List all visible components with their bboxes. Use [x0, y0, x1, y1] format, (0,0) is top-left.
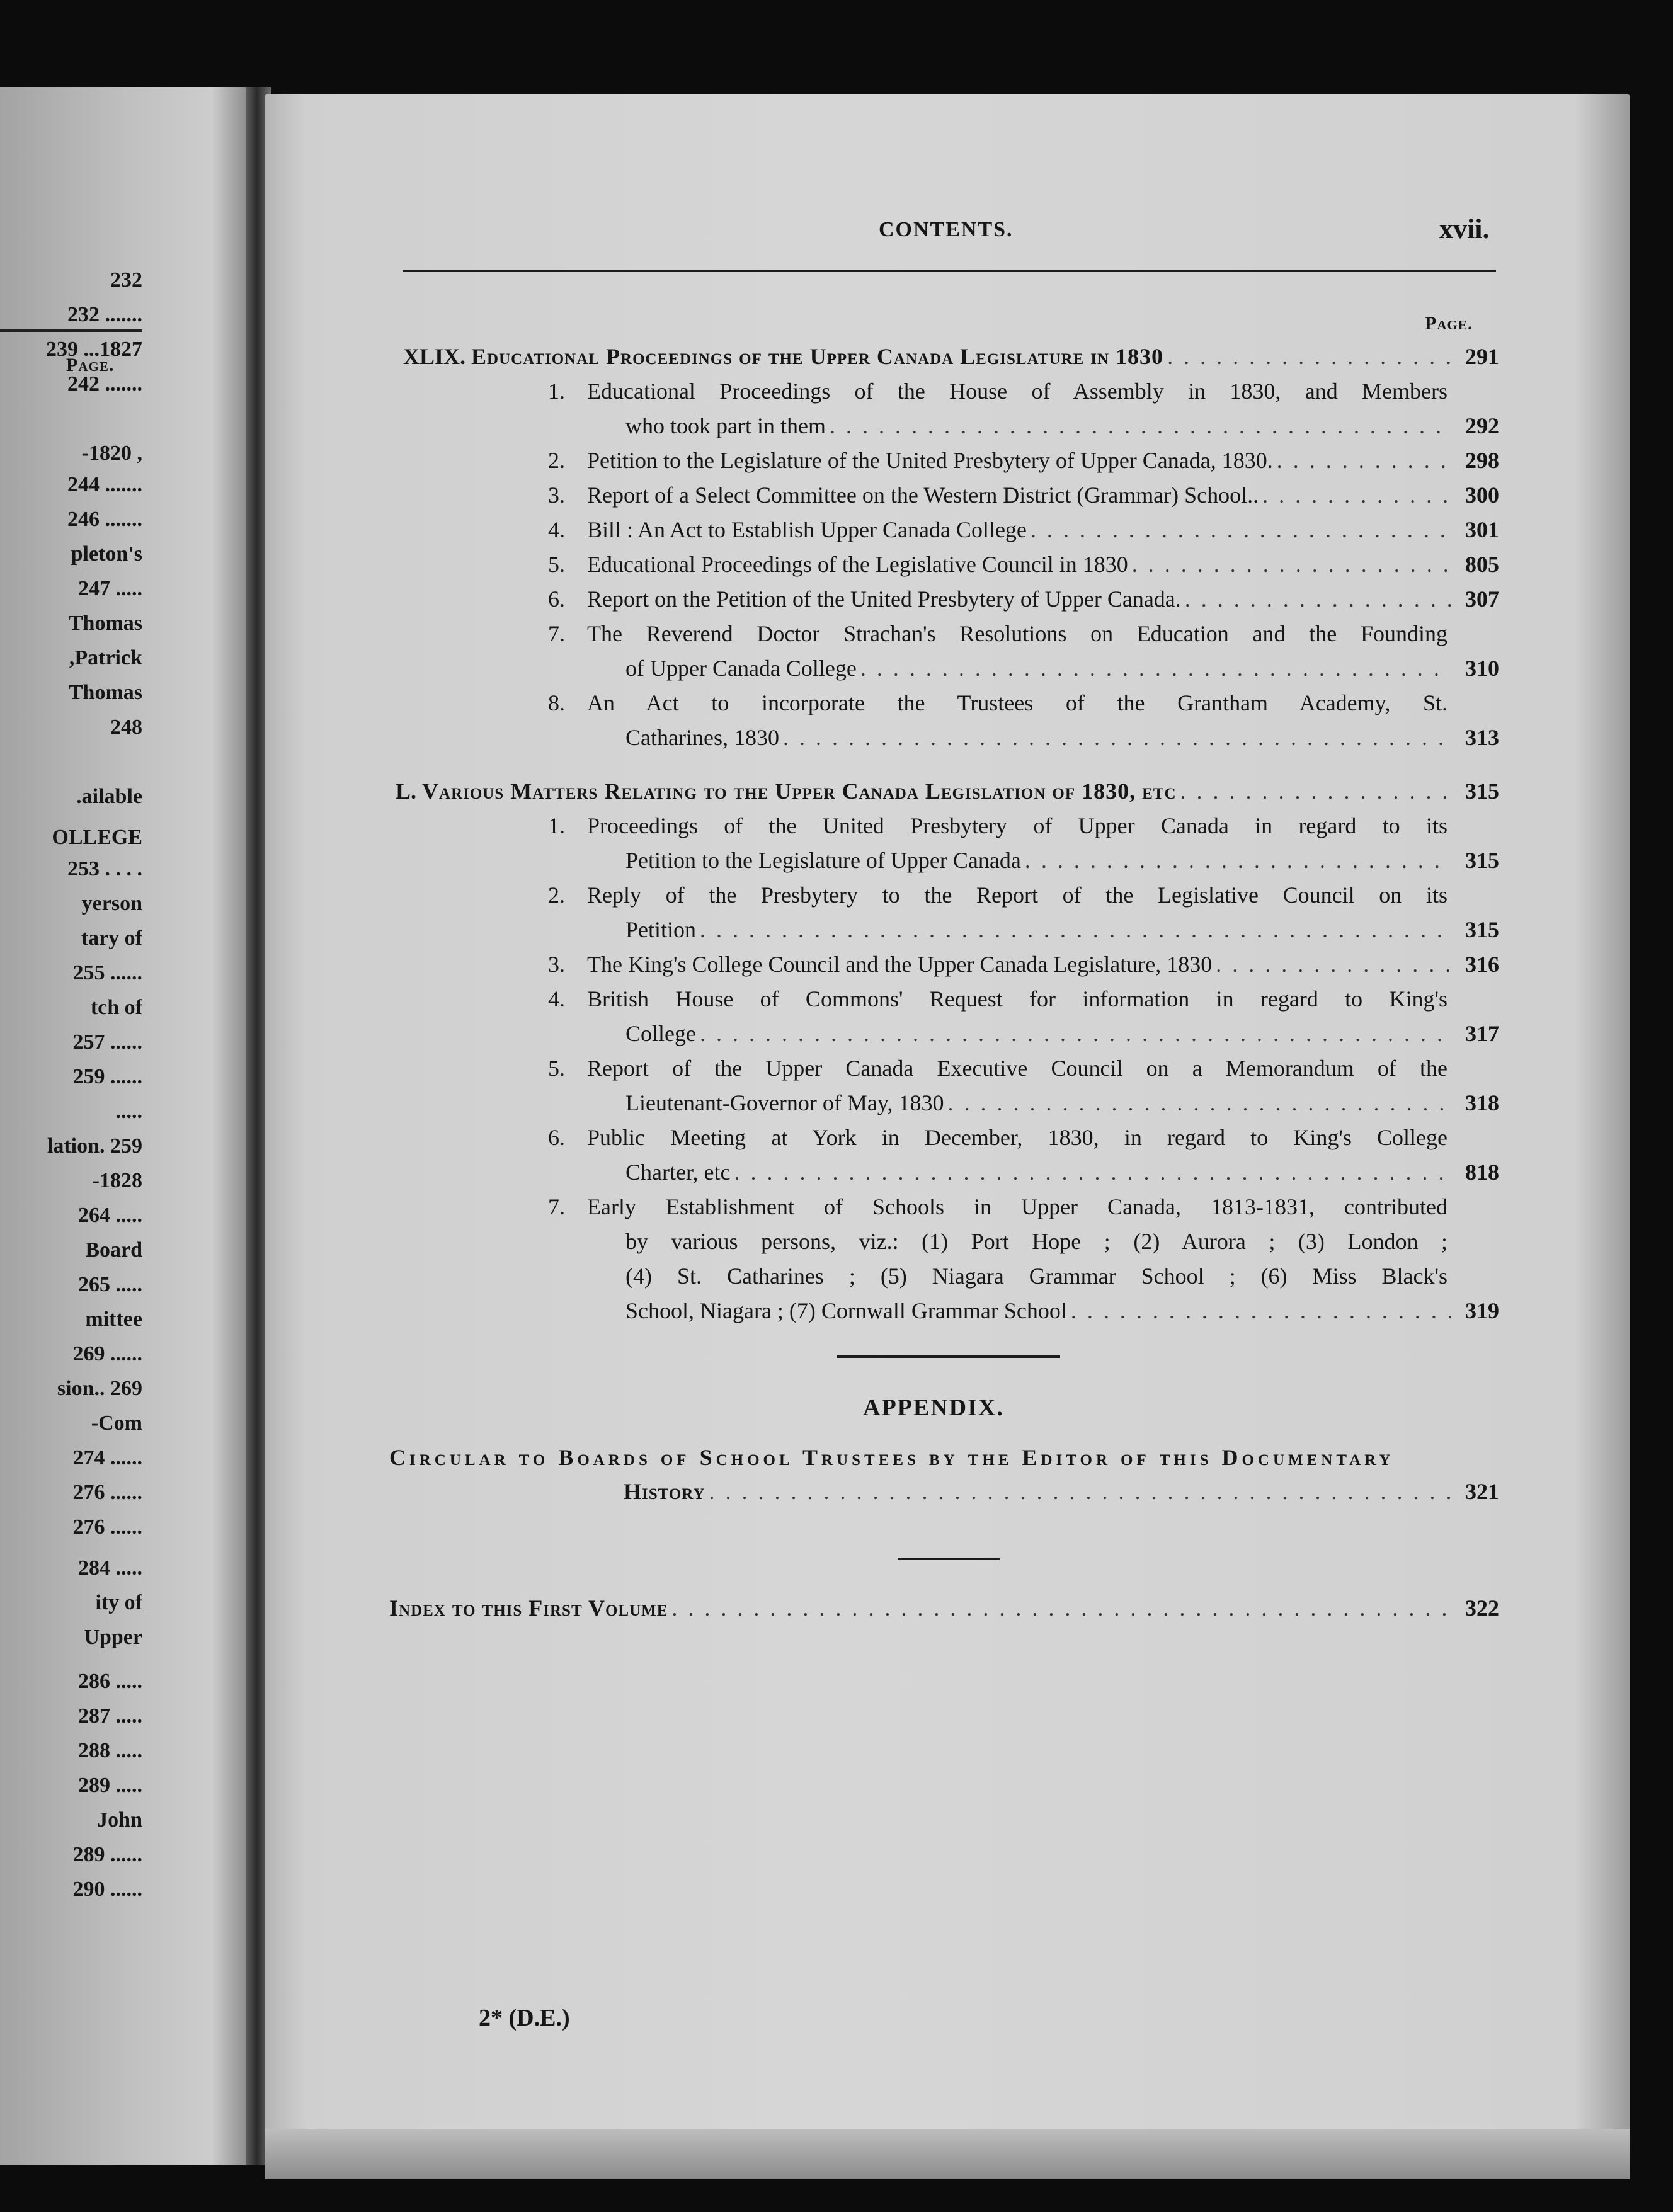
item-entry-line [625, 1159, 1499, 1185]
item-number: 1. [548, 813, 565, 838]
item-text-line: Report of the Upper Canada Executive Council on a Memorandum of the [587, 1056, 1447, 1081]
item-page: 313 [1465, 725, 1499, 750]
section-page: 315 [1465, 778, 1499, 804]
item-number: 6. [548, 1125, 565, 1150]
item-page: 292 [1465, 413, 1499, 438]
item-text-line: The Reverend Doctor Strachan's Resolutions on Education and the Founding [587, 621, 1447, 646]
left-page-fragment: Upper [84, 1626, 142, 1649]
item-entry-line [625, 413, 1499, 439]
left-page-fragment: ..... 287 [78, 1704, 142, 1728]
item-entry-line [587, 951, 1499, 978]
section-numeral: L. [396, 778, 417, 804]
item-entry-line [625, 724, 1499, 751]
item-page: 310 [1465, 656, 1499, 681]
page-column-label: Page. [1425, 313, 1473, 334]
item-text: Educational Proceedings of the Legislative Council in 1830 [587, 552, 1128, 577]
left-page-fragment: Patrick, [69, 646, 142, 670]
left-page-fragment: 1827... 239 [46, 338, 142, 361]
running-head: CONTENTS. [879, 218, 1014, 241]
item-number: 6. [548, 586, 565, 612]
appendix-entry-text: History [624, 1479, 705, 1504]
item-number: 4. [548, 517, 565, 542]
left-facing-page [0, 87, 249, 2165]
item-number: 4. [548, 986, 565, 1012]
item-entry-line [587, 551, 1499, 578]
item-text-line: (4) St. Catharines ; (5) Niagara Grammar School ; (6) Miss Black's [625, 1263, 1447, 1289]
left-page-fragment: ....... 232 [67, 303, 142, 326]
item-text: Bill : An Act to Establish Upper Canada College [587, 517, 1027, 542]
item-number: 5. [548, 552, 565, 577]
item-page: 805 [1465, 552, 1499, 577]
item-text-line: Reply of the Presbytery to the Report of the Legislative Council on its [587, 882, 1447, 908]
item-number: 2. [548, 448, 565, 473]
left-page-fragment: sion.. 269 [57, 1377, 142, 1400]
item-page: 818 [1465, 1160, 1499, 1185]
page-edge [265, 2129, 1630, 2179]
appendix-divider [898, 1558, 1000, 1560]
left-page-fragment: ...... 269 [72, 1342, 142, 1365]
left-page-fragment: ..... [115, 1100, 142, 1123]
left-page-fragment: OLLEGE [52, 826, 142, 849]
index-page: 322 [1465, 1595, 1499, 1621]
left-page-fragment: ...... 274 [72, 1446, 142, 1469]
item-text: Petition to the Legislature of Upper Canada [625, 848, 1021, 873]
left-page-fragment: ...... 255 [72, 961, 142, 984]
appendix-entry-line: Circular to Boards of School Trustees by the Editor of this Documentary [389, 1445, 1395, 1470]
left-page-fragment: ...... 289 [72, 1843, 142, 1866]
appendix-entry-last-line [624, 1478, 1499, 1505]
section-page: 291 [1465, 344, 1499, 369]
item-number: 8. [548, 690, 565, 715]
left-page-fragment: ...... 276 [72, 1481, 142, 1504]
item-number: 1. [548, 379, 565, 404]
left-page-fragment: ..... 265 [78, 1273, 142, 1296]
left-page-fragment: ity of [95, 1591, 142, 1614]
item-entry-line [625, 1020, 1499, 1047]
item-page: 315 [1465, 848, 1499, 873]
left-page-column-label: Page. [66, 355, 115, 375]
index-text: Index to this First Volume [389, 1595, 668, 1621]
left-page-fragment: ailable. [76, 785, 142, 808]
item-number: 2. [548, 882, 565, 908]
left-page-fragment: ..... 288 [78, 1739, 142, 1762]
item-entry-line [587, 482, 1499, 508]
item-page: 318 [1465, 1090, 1499, 1115]
item-entry-line [587, 586, 1499, 612]
left-page-fragment: ....... 246 [67, 508, 142, 531]
item-text: of Upper Canada College [625, 656, 857, 681]
item-number: 7. [548, 1194, 565, 1219]
index-entry [389, 1595, 1499, 1621]
item-text: Lieutenant-Governor of May, 1830 [625, 1090, 944, 1115]
item-entry-line [587, 447, 1499, 474]
item-text: College [625, 1021, 696, 1046]
left-page-fragment: ..... 264 [78, 1204, 142, 1227]
left-page-fragment: Com- [91, 1411, 142, 1435]
item-text: Petition to the Legislature of the United Presbytery of Upper Canada, 1830. [587, 448, 1273, 473]
item-text: Report on the Petition of the United Presbytery of Upper Canada. [587, 586, 1181, 612]
item-entry-line [625, 655, 1499, 681]
item-page: 315 [1465, 917, 1499, 942]
left-page-fragment: ...... 276 [72, 1515, 142, 1539]
left-page-fragment: tary of [81, 926, 142, 950]
left-page-fragment: Thomas [68, 681, 142, 704]
left-page-fragment: ..... 286 [78, 1670, 142, 1693]
left-page-fragment: mittee [85, 1308, 142, 1331]
page-number: xvii. [1439, 214, 1490, 244]
item-page: 300 [1465, 482, 1499, 508]
section-title: Educational Proceedings of the Upper Canada Legislature in 1830 [471, 344, 1164, 369]
left-page-fragment: , 1820- [81, 442, 142, 465]
left-page-fragment: Board [85, 1238, 142, 1262]
appendix-title: APPENDIX. [863, 1394, 1004, 1421]
item-number: 3. [548, 482, 565, 508]
left-page-fragment: tch of [90, 996, 142, 1019]
item-text-line: An Act to incorporate the Trustees of the Grantham Academy, St. [587, 690, 1447, 715]
left-page-fragment: 1828- [92, 1169, 142, 1192]
left-page-fragment: pleton's [71, 542, 142, 566]
item-entry-line [625, 916, 1499, 943]
section-heading [403, 343, 1499, 370]
item-entry-line [625, 1090, 1499, 1116]
item-text-line: Public Meeting at York in December, 1830, in regard to King's College [587, 1125, 1447, 1150]
item-page: 307 [1465, 586, 1499, 612]
item-text: Charter, etc [625, 1160, 731, 1185]
item-page: 316 [1465, 952, 1499, 977]
section-title: Various Matters Relating to the Upper Canada Legislation of 1830, etc [422, 778, 1177, 804]
left-page-fragment: . . . . 253 [67, 857, 142, 881]
item-text-line: Proceedings of the United Presbytery of Upper Canada in regard to its [587, 813, 1447, 838]
item-page: 317 [1465, 1021, 1499, 1046]
header-rule [403, 270, 1496, 272]
left-page-fragment: ...... 290 [72, 1878, 142, 1901]
left-page-fragment: ...... 257 [72, 1030, 142, 1054]
section-heading [396, 778, 1499, 804]
section-numeral: XLIX. [403, 344, 466, 369]
item-page: 298 [1465, 448, 1499, 473]
item-text-line: Early Establishment of Schools in Upper Canada, 1813-1831, contributed [587, 1194, 1447, 1219]
item-text-line: by various persons, viz.: (1) Port Hope ; (2) Aurora ; (3) London ; [625, 1229, 1447, 1254]
item-page: 319 [1465, 1298, 1499, 1323]
left-page-fragment: ..... 284 [78, 1556, 142, 1580]
appendix-page: 321 [1465, 1479, 1499, 1504]
item-number: 3. [548, 952, 565, 977]
item-text: who took part in them [625, 413, 826, 438]
item-entry-line [587, 516, 1499, 543]
section-divider [836, 1355, 1060, 1358]
left-page-fragment: John [97, 1808, 142, 1832]
left-page-fragment: ..... 247 [78, 577, 142, 600]
item-page: 301 [1465, 517, 1499, 542]
left-page-fragment: ....... 242 [67, 372, 142, 396]
left-page-fragment: 248 [110, 715, 142, 739]
left-page-fragment: ...... 259 [72, 1065, 142, 1088]
left-page-fragment: lation. 259 [47, 1134, 142, 1158]
left-page-fragment: ....... 244 [67, 473, 142, 496]
left-page-header-rule [0, 329, 142, 332]
item-text: Catharines, 1830 [625, 725, 779, 750]
left-page-fragment: ..... 289 [78, 1774, 142, 1797]
item-text: The King's College Council and the Upper Canada Legislature, 1830 [587, 952, 1213, 977]
item-entry-line [625, 847, 1499, 874]
left-page-fragment: yerson [81, 892, 142, 915]
left-page-fragment: Thomas [68, 612, 142, 635]
item-number: 7. [548, 621, 565, 646]
item-number: 5. [548, 1056, 565, 1081]
item-text-line: British House of Commons' Request for information in regard to King's [587, 986, 1447, 1012]
item-text: Report of a Select Committee on the Western District (Grammar) School.. [587, 482, 1259, 508]
item-entry-line [625, 1297, 1499, 1324]
signature-mark: 2* (D.E.) [479, 2005, 570, 2031]
item-text: School, Niagara ; (7) Cornwall Grammar School [625, 1298, 1067, 1323]
item-text: Petition [625, 917, 697, 942]
item-text-line: Educational Proceedings of the House of Assembly in 1830, and Members [587, 379, 1447, 404]
left-page-fragment: 232 [110, 268, 142, 292]
